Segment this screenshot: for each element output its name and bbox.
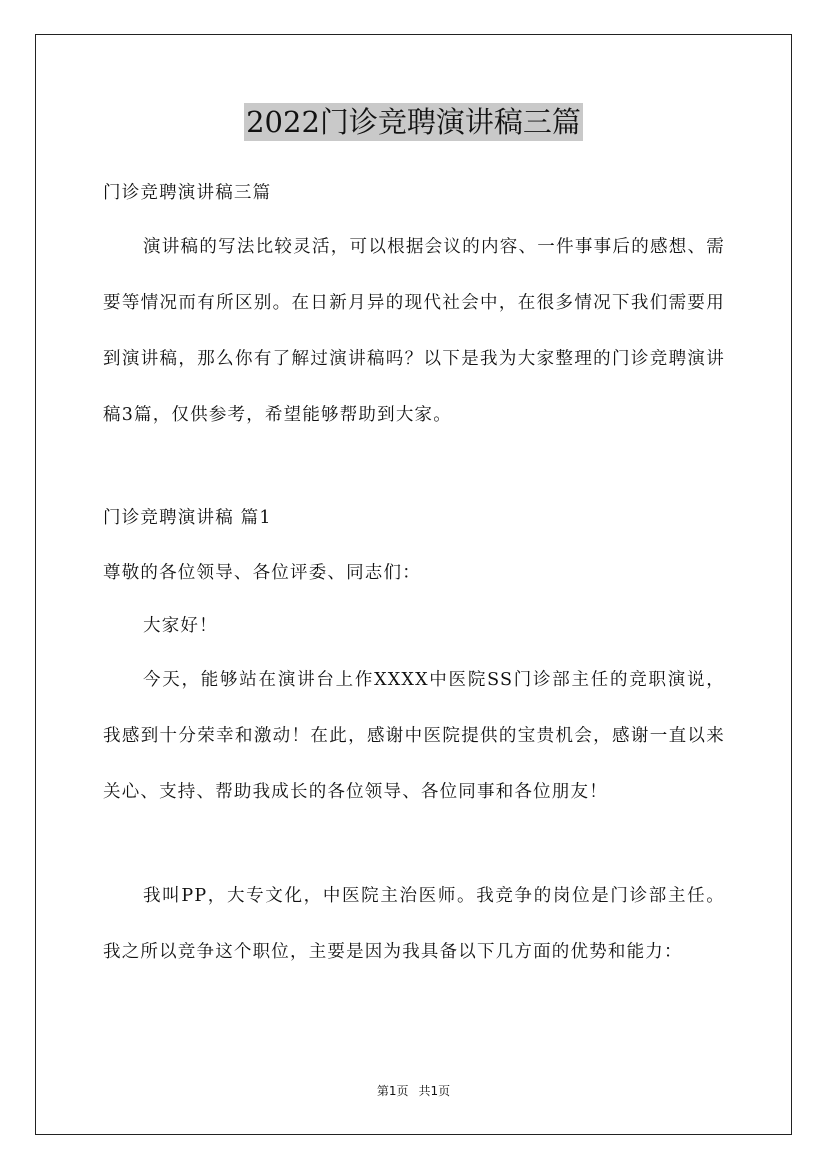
section-heading: 门诊竞聘演讲稿 篇1 bbox=[103, 508, 272, 528]
body-paragraph-1: 今天，能够站在演讲台上作XXXX中医院SS门诊部主任的竞职演说，我感到十分荣幸和激动！在此，感谢中医院提供的宝贵机会，感谢一直以来关心、支持、帮助我成长的各位领导、各位同事和各位朋友！ bbox=[103, 670, 725, 802]
page-footer bbox=[0, 1082, 827, 1099]
document-title: 2022门诊竞聘演讲稿三篇 bbox=[246, 105, 581, 139]
title-container bbox=[0, 103, 827, 141]
page-total: 共1页 bbox=[418, 1084, 451, 1098]
intro-paragraph: 演讲稿的写法比较灵活，可以根据会议的内容、一件事事后的感想、需要等情况而有所区别。在日新月异的现代社会中，在很多情况下我们需要用到演讲稿，那么你有了解过演讲稿吗？以下是我为大家整理的门诊竞聘演讲稿3篇，仅供参考，希望能够帮助到大家。 bbox=[103, 237, 725, 425]
salutation: 尊敬的各位领导、各位评委、同志们： bbox=[103, 563, 421, 583]
page-number: 第1页 bbox=[376, 1084, 409, 1098]
body-paragraph-2: 我叫PP，大专文化，中医院主治医师。我竞争的岗位是门诊部主任。我之所以竞争这个职位，主要是因为我具备以下几方面的优势和能力： bbox=[103, 886, 725, 962]
document-subtitle: 门诊竞聘演讲稿三篇 bbox=[103, 183, 272, 203]
greeting: 大家好！ bbox=[143, 616, 218, 636]
